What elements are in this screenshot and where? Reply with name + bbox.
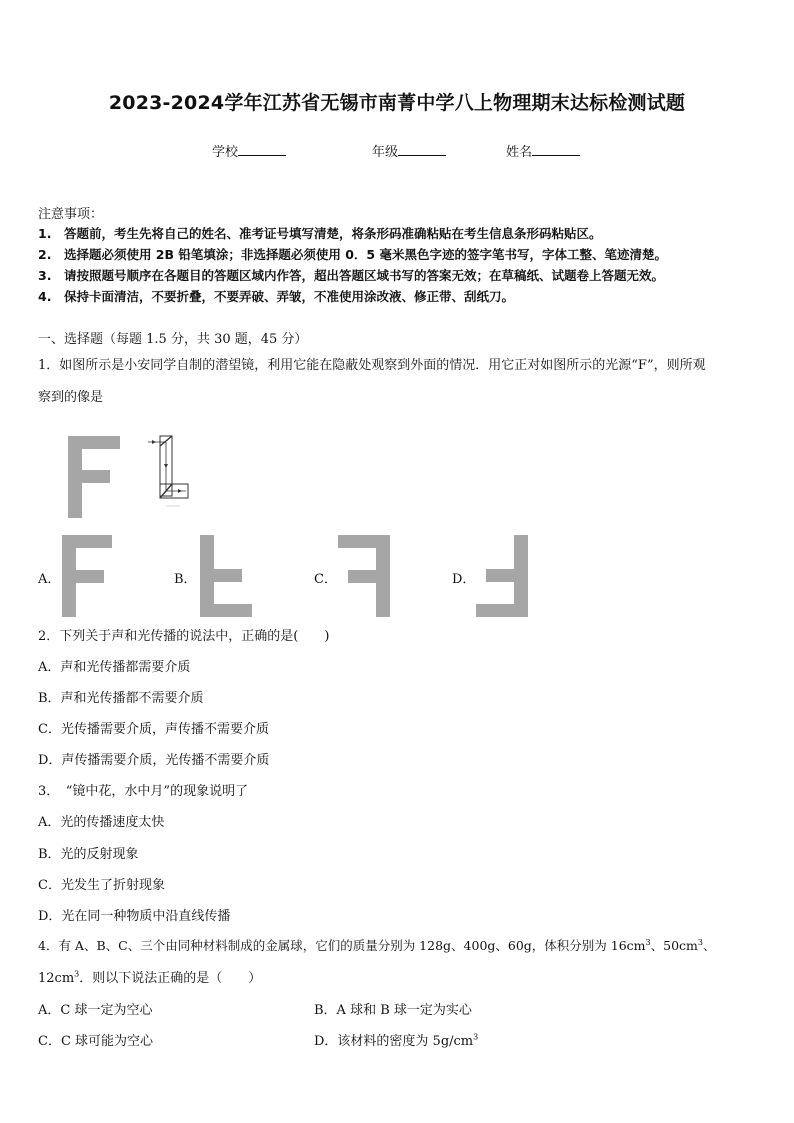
q4-stem-line2 bbox=[38, 967, 261, 986]
notice-item: 2. 选择题必须使用 2B 铅笔填涂；非选择题必须使用 0．5 毫米黑色字迹的签字笔书写，字体工整、笔迹清楚。 bbox=[38, 247, 667, 262]
page-title: 2023-2024学年江苏省无锡市南菁中学八上物理期末达标检测试题 bbox=[108, 92, 686, 114]
q2-option: C．光传播需要介质，声传播不需要介质 bbox=[38, 722, 269, 737]
q2-option: A．声和光传播都需要介质 bbox=[38, 660, 191, 675]
option-b-f-image bbox=[200, 535, 256, 617]
q1-option-b-label: B． bbox=[174, 572, 197, 587]
q4-stem-line1 bbox=[38, 936, 716, 954]
q2-stem: 2．下列关于声和光传播的说法中，正确的是( ) bbox=[38, 629, 330, 644]
q1-option-c-label: C． bbox=[314, 572, 337, 587]
q1-stem-line1: 1．如图所示是小安同学自制的潜望镜，利用它能在隐蔽处观察到外面的情况．用它正对如图所示的光源“F”，则所观 bbox=[38, 358, 706, 373]
q4-superscript: 3 bbox=[473, 1032, 479, 1042]
notice-item: 1. 答题前，考生先将自己的姓名、准考证号填写清楚，将条形码准确粘贴在考生信息条形码粘贴区。 bbox=[38, 226, 602, 241]
q4-option-b: B．A 球和 B 球一定为实心 bbox=[314, 1003, 472, 1018]
q3-option: B．光的反射现象 bbox=[38, 847, 139, 862]
q4-stem-text: 12cm bbox=[38, 971, 75, 986]
section-heading: 一、选择题（每题 1.5 分，共 30 题，45 分） bbox=[38, 332, 308, 347]
q1-option-d-label: D． bbox=[452, 572, 476, 587]
school-field bbox=[212, 141, 286, 160]
notice-item: 4. 保持卡面清洁，不要折叠，不要弄破、弄皱，不准使用涂改液、修正带、刮纸刀。 bbox=[38, 289, 514, 304]
grade-label: 年级 bbox=[372, 145, 399, 160]
q1-stem-line2: 察到的像是 bbox=[38, 390, 104, 405]
q4-stem-text: 、 bbox=[703, 938, 716, 953]
option-d-f-image bbox=[476, 535, 532, 617]
q4-stem-text: ．则以下说法正确的是（ ） bbox=[79, 971, 262, 986]
q4-superscript: 3 bbox=[74, 969, 80, 979]
q4-stem-text: 、50cm bbox=[650, 938, 698, 953]
q3-option: D．光在同一种物质中沿直线传播 bbox=[38, 909, 231, 924]
q1-option-a-label: A． bbox=[38, 572, 61, 587]
q4-option-d bbox=[314, 1030, 478, 1049]
periscope-figure bbox=[146, 434, 198, 520]
q3-option: C．光发生了折射现象 bbox=[38, 878, 165, 893]
school-blank bbox=[238, 143, 286, 156]
q4-option-a: A．C 球一定为空心 bbox=[38, 1003, 153, 1018]
q4-stem-text: 4．有 A、B、C、三个由同种材料制成的金属球，它们的质量分别为 128g、400g、60g，体积分别为 16cm bbox=[38, 938, 646, 953]
q2-option: B．声和光传播都不需要介质 bbox=[38, 691, 204, 706]
notice-heading: 注意事项： bbox=[38, 207, 104, 222]
grade-blank bbox=[398, 143, 446, 156]
school-label: 学校 bbox=[212, 145, 239, 160]
q4-superscript: 3 bbox=[645, 937, 651, 947]
q4-option-c: C．C 球可能为空心 bbox=[38, 1034, 154, 1049]
notice-item: 3. 请按照题号顺序在各题目的答题区域内作答，超出答题区域书写的答案无效；在草稿纸、试题卷上答题无效。 bbox=[38, 268, 664, 283]
grade-field bbox=[372, 141, 446, 160]
q2-option: D．声传播需要介质，光传播不需要介质 bbox=[38, 753, 270, 768]
q4-superscript: 3 bbox=[697, 937, 703, 947]
q3-option: A．光的传播速度太快 bbox=[38, 815, 165, 830]
option-c-f-image bbox=[338, 535, 394, 617]
q4-option-d-text: D．该材料的密度为 5g/cm bbox=[314, 1034, 474, 1049]
option-a-f-image bbox=[62, 535, 118, 617]
name-field bbox=[506, 141, 580, 160]
q3-stem: 3． “镜中花，水中月”的现象说明了 bbox=[38, 784, 249, 799]
light-source-f-figure bbox=[68, 436, 124, 518]
name-blank bbox=[532, 143, 580, 156]
name-label: 姓名 bbox=[506, 145, 533, 160]
